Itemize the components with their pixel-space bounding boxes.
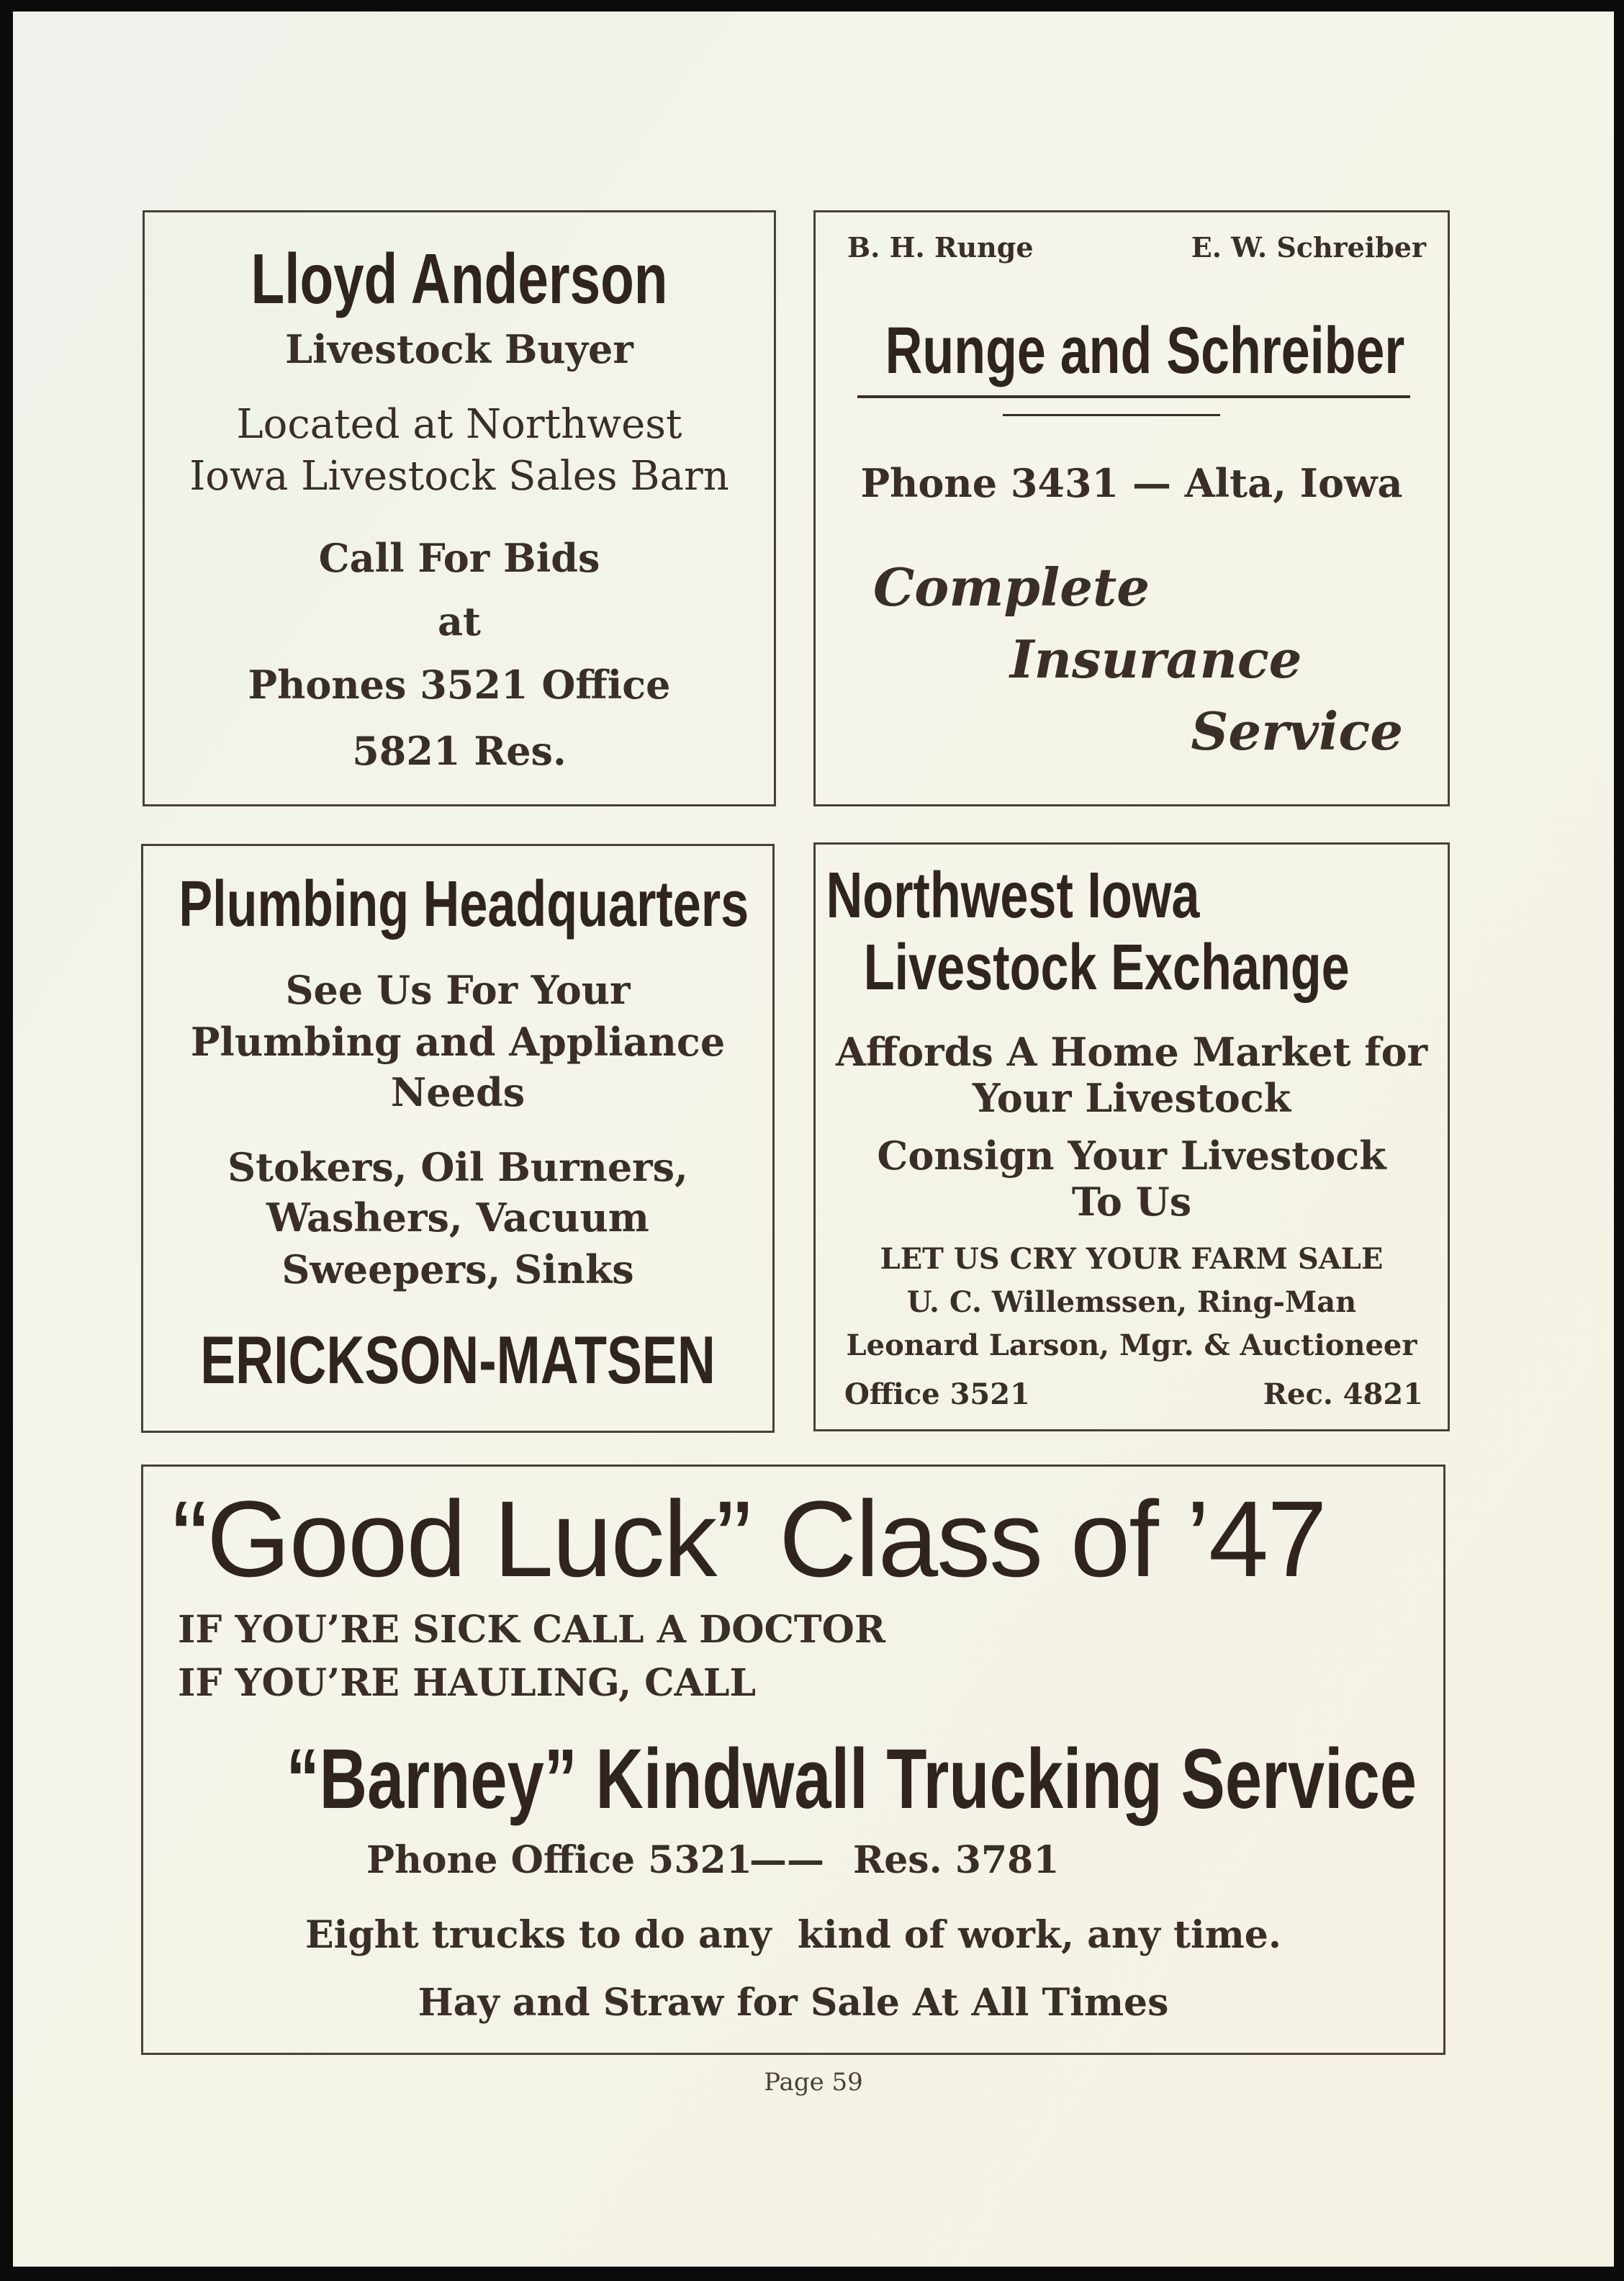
- ad-text-line: Needs: [390, 1069, 525, 1115]
- ad-text-line: IF YOU’RE SICK CALL A DOCTOR: [178, 1608, 886, 1652]
- ad-text-line: Consign Your Livestock: [877, 1133, 1386, 1179]
- phone-separator: ——: [749, 1838, 824, 1882]
- ad-title: Runge and Schreiber: [885, 314, 1405, 387]
- ad-text-line: Washers, Vacuum: [266, 1195, 649, 1241]
- ad-text-line: LET US CRY YOUR FARM SALE: [880, 1242, 1384, 1276]
- ad-text-line: at: [438, 598, 481, 644]
- ad-runge-schreiber: [813, 210, 1450, 806]
- office-phone: Office 3521: [844, 1377, 1030, 1411]
- ad-kindwall-trucking: [141, 1465, 1445, 2055]
- company-name: “Barney” Kindwall Trucking Service: [286, 1732, 1417, 1827]
- ad-text-line: Your Livestock: [972, 1075, 1291, 1121]
- slogan-line: Insurance: [1010, 629, 1302, 690]
- page-number: Page 59: [764, 2068, 863, 2097]
- partner-name: E. W. Schreiber: [1191, 231, 1426, 264]
- ad-text-line: Hay and Straw for Sale At All Times: [418, 1981, 1169, 2025]
- slogan-line: Service: [1191, 701, 1403, 762]
- ad-text-line: Stokers, Oil Burners,: [227, 1144, 688, 1190]
- ad-text-line: Eight trucks to do any kind of work, any time.: [305, 1913, 1281, 1957]
- res-phone: Rec. 4821: [1263, 1377, 1423, 1411]
- res-phone: Res. 3781: [853, 1838, 1060, 1882]
- ad-title: Lloyd Anderson: [251, 239, 668, 318]
- office-phone: Phone Office 5321: [366, 1838, 752, 1882]
- ad-text-line: Affords A Home Market for: [835, 1029, 1428, 1075]
- ad-text-line: 5821 Res.: [352, 728, 567, 774]
- ad-livestock-exchange: [813, 842, 1450, 1431]
- ad-text-line: See Us For Your: [285, 967, 631, 1013]
- ad-plumbing-headquarters: [141, 844, 775, 1433]
- ad-title: Plumbing Headquarters: [179, 868, 749, 940]
- ad-text-line: Iowa Livestock Sales Barn: [189, 453, 729, 500]
- divider: [1003, 414, 1220, 416]
- ad-title: Livestock Exchange: [863, 932, 1350, 1004]
- ad-text-line: Plumbing and Appliance: [190, 1019, 726, 1065]
- ad-text-line: Phones 3521 Office: [248, 662, 671, 708]
- slogan-line: Complete: [873, 557, 1150, 618]
- ad-text-line: Phone 3431 — Alta, Iowa: [860, 460, 1403, 506]
- title-underline: [857, 395, 1410, 398]
- ad-text-line: Call For Bids: [318, 535, 600, 581]
- partner-name: B. H. Runge: [847, 231, 1034, 264]
- ad-text-line: Leonard Larson, Mgr. & Auctioneer: [846, 1328, 1417, 1362]
- company-name: ERICKSON-MATSEN: [200, 1322, 716, 1398]
- ad-subtitle: Livestock Buyer: [285, 326, 633, 372]
- ad-text-line: IF YOU’RE HAULING, CALL: [178, 1661, 757, 1705]
- yearbook-page: [13, 12, 1614, 2267]
- greeting-headline: “Good Luck” Class of ’47: [172, 1478, 1326, 1599]
- ad-text-line: U. C. Willemssen, Ring-Man: [906, 1285, 1357, 1319]
- ad-text-line: Sweepers, Sinks: [281, 1246, 634, 1292]
- ad-lloyd-anderson: [143, 210, 776, 806]
- ad-text-line: Located at Northwest: [236, 401, 682, 448]
- ad-text-line: To Us: [1071, 1179, 1192, 1225]
- ad-title: Northwest Iowa: [826, 860, 1200, 932]
